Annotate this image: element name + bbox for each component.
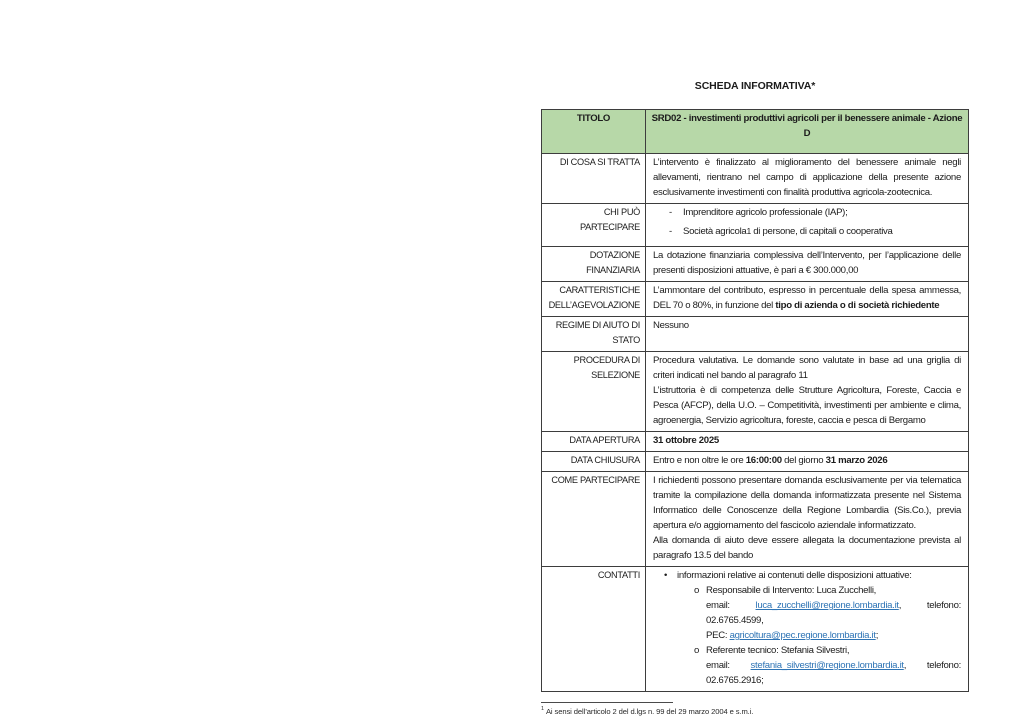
row-label: PROCEDURA DI SELEZIONE xyxy=(542,352,646,432)
row-content xyxy=(646,282,969,317)
text-segment: L’intervento è finalizzato al miglioramento del benessere animale negli allevamenti, rientrano nel campo di applicazione della presente azione esclusivamente investimenti con finalità produttiva agricola-zootecnica. xyxy=(653,157,961,198)
table-row xyxy=(542,452,969,472)
list-item-text xyxy=(677,568,961,583)
text-segment: PEC: xyxy=(706,630,730,641)
paragraph xyxy=(653,248,961,278)
paragraph xyxy=(653,453,961,468)
header-title-label: TITOLO xyxy=(542,110,646,154)
row-content xyxy=(646,204,969,247)
row-content xyxy=(646,432,969,452)
bullet-marker: - xyxy=(669,226,672,237)
row-label: REGIME DI AIUTO DI STATO xyxy=(542,317,646,352)
footnote xyxy=(541,707,969,716)
table-row xyxy=(542,352,969,432)
text-segment: L’istruttoria è di competenza delle Strutture Agricoltura, Foreste, Caccia e Pesca (AFCP), della U.O. – Competitività, investimenti per ambiente e clima, agroenergia, Servizio agricoltura, foreste, caccia e pesca di Bergamo xyxy=(653,385,961,426)
table-row xyxy=(542,282,969,317)
text-segment: email: xyxy=(706,600,756,611)
scheda-informativa-table xyxy=(541,109,969,692)
text-segment: del giorno xyxy=(781,455,826,466)
header-title-value: SRD02 - investimenti produttivi agricoli per il benessere animale - Azione D xyxy=(646,110,969,154)
list-item-text xyxy=(706,643,961,688)
table-row xyxy=(542,472,969,567)
paragraph xyxy=(653,155,961,200)
table-row xyxy=(542,247,969,282)
footnote-separator xyxy=(541,702,673,703)
paragraph xyxy=(653,533,961,563)
text-segment: informazioni relative ai contenuti delle disposizioni attuative: xyxy=(677,570,912,581)
row-content xyxy=(646,317,969,352)
table-row xyxy=(542,204,969,247)
row-label: CHI PUÒ PARTECIPARE xyxy=(542,204,646,247)
bold-text: 16:00:00 xyxy=(745,455,782,466)
text-segment: Procedura valutativa. Le domande sono valutate in base ad una griglia di criteri indicati nel bando al paragrafo 11 xyxy=(653,355,961,381)
list-item-text xyxy=(683,205,961,220)
list-item xyxy=(653,568,961,583)
table-row xyxy=(542,432,969,452)
text-segment: Nessuno xyxy=(653,320,689,331)
email-link[interactable]: stefania_silvestri@regione.lombardia.it xyxy=(750,660,904,671)
list-item-text xyxy=(683,224,961,239)
text-segment: Referente tecnico: Stefania Silvestri, xyxy=(706,645,850,656)
bullet-marker: o xyxy=(694,645,700,656)
text-segment: Entro e non oltre le ore xyxy=(653,455,746,466)
text-segment: Responsabile di Intervento: Luca Zucchelli, xyxy=(706,585,877,596)
text-segment: La dotazione finanziaria complessiva dell’Intervento, per l’applicazione delle presenti disposizioni attuative, è pari a € 300.000,00 xyxy=(653,250,961,276)
footnote-marker: 1 xyxy=(541,706,544,713)
footnote-text: Ai sensi dell’articolo 2 del d.lgs n. 99 del 29 marzo 2004 e s.m.i. xyxy=(545,707,754,716)
list-item xyxy=(653,224,961,239)
row-content xyxy=(646,154,969,204)
row-label: DOTAZIONE FINANZIARIA xyxy=(542,247,646,282)
paragraph xyxy=(653,473,961,533)
text-segment: , telefono: 02.6765.2916; xyxy=(706,660,961,686)
row-label: COME PARTECIPARE xyxy=(542,472,646,567)
list-item xyxy=(653,643,961,688)
table-header-row xyxy=(542,110,969,154)
text-segment: , telefono: 02.6765.4599, xyxy=(706,600,961,626)
document-page xyxy=(541,80,969,716)
list-item-text xyxy=(706,583,961,643)
table-row xyxy=(542,567,969,692)
text-segment: ; xyxy=(875,630,879,641)
footnote-ref: 1 xyxy=(746,226,751,236)
email-link[interactable]: agricoltura@pec.regione.lombardia.it xyxy=(729,630,876,641)
row-content xyxy=(646,247,969,282)
text-segment: L’ammontare del contributo, espresso in percentuale della spesa ammessa, DEL 70 o 80%, in funzione del xyxy=(653,285,961,311)
bullet-marker: • xyxy=(664,570,668,581)
text-segment: email: xyxy=(706,660,751,671)
row-content xyxy=(646,352,969,432)
row-label: DATA CHIUSURA xyxy=(542,452,646,472)
row-label: CARATTERISTICHE DELL’AGEVOLAZIONE xyxy=(542,282,646,317)
row-content xyxy=(646,567,969,692)
paragraph xyxy=(653,383,961,428)
text-segment: Società agricola xyxy=(683,226,747,237)
row-content xyxy=(646,472,969,567)
paragraph xyxy=(653,283,961,313)
table-row xyxy=(542,154,969,204)
text-segment: Alla domanda di aiuto deve essere allegata la documentazione prevista al paragrafo 13.5 del bando xyxy=(653,535,961,561)
table-body xyxy=(542,154,969,692)
row-label: DI COSA SI TRATTA xyxy=(542,154,646,204)
list-item xyxy=(653,205,961,220)
row-content xyxy=(646,452,969,472)
text-segment: I richiedenti possono presentare domanda esclusivamente per via telematica tramite la compilazione della domanda informatizzata presente nel Sistema Informatico delle Conoscenze della Regione Lombardia (Sis.Co.), previa apertura e/o aggiornamento del fascicolo aziendale informatizzato. xyxy=(653,475,961,531)
list-item xyxy=(653,583,961,643)
table-row xyxy=(542,317,969,352)
row-label: CONTATTI xyxy=(542,567,646,692)
text-segment: di persone, di capitali o cooperativa xyxy=(750,226,893,237)
page-title: SCHEDA INFORMATIVA* xyxy=(694,80,816,92)
paragraph xyxy=(653,353,961,383)
bold-text: 31 ottobre 2025 xyxy=(653,435,719,446)
row-label: DATA APERTURA xyxy=(542,432,646,452)
paragraph xyxy=(653,318,961,333)
bullet-marker: - xyxy=(669,207,672,218)
bold-text: 31 marzo 2026 xyxy=(825,455,888,466)
bold-text: tipo di azienda o di società richiedente xyxy=(775,300,940,311)
email-link[interactable]: luca_zucchelli@regione.lombardia.it xyxy=(755,600,899,611)
bullet-marker: o xyxy=(694,585,700,596)
text-segment: Imprenditore agricolo professionale (IAP); xyxy=(683,207,848,218)
paragraph xyxy=(653,433,961,448)
